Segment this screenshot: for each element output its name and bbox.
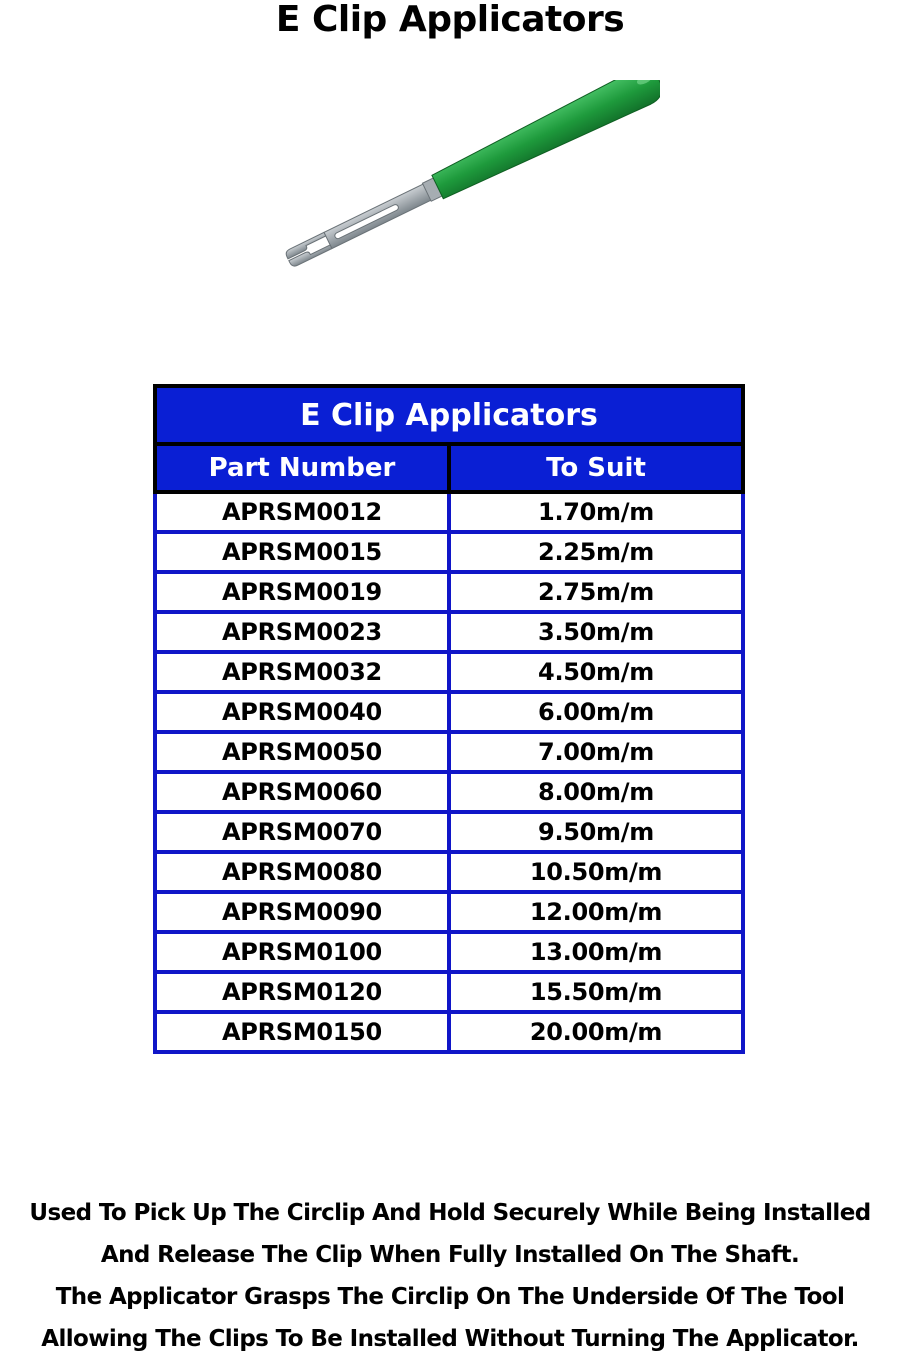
to-suit-cell: 7.00m/m	[449, 732, 743, 772]
parts-table	[153, 384, 745, 1054]
to-suit-cell: 13.00m/m	[449, 932, 743, 972]
to-suit-cell: 4.50m/m	[449, 652, 743, 692]
part-number-cell: APRSM0019	[155, 572, 449, 612]
table-row	[155, 532, 743, 572]
table-row	[155, 692, 743, 732]
table-row	[155, 1012, 743, 1052]
part-number-cell: APRSM0100	[155, 932, 449, 972]
to-suit-cell: 8.00m/m	[449, 772, 743, 812]
description-line: Allowing The Clips To Be Installed Without Turning The Applicator.	[41, 1326, 859, 1352]
product-description	[0, 1192, 900, 1360]
column-header-part-number: Part Number	[155, 444, 449, 492]
page-title: E Clip Applicators	[275, 0, 625, 40]
to-suit-cell: 12.00m/m	[449, 892, 743, 932]
to-suit-cell: 15.50m/m	[449, 972, 743, 1012]
to-suit-cell: 6.00m/m	[449, 692, 743, 732]
part-number-cell: APRSM0040	[155, 692, 449, 732]
table-row	[155, 572, 743, 612]
part-number-cell: APRSM0060	[155, 772, 449, 812]
part-number-cell: APRSM0023	[155, 612, 449, 652]
part-number-cell: APRSM0032	[155, 652, 449, 692]
part-number-cell: APRSM0090	[155, 892, 449, 932]
part-number-cell: APRSM0080	[155, 852, 449, 892]
table-row	[155, 812, 743, 852]
table-row	[155, 972, 743, 1012]
table-title: E Clip Applicators	[155, 386, 743, 444]
part-number-cell: APRSM0050	[155, 732, 449, 772]
to-suit-cell: 20.00m/m	[449, 1012, 743, 1052]
table-row	[155, 612, 743, 652]
to-suit-cell: 3.50m/m	[449, 612, 743, 652]
to-suit-cell: 10.50m/m	[449, 852, 743, 892]
parts-table-container	[153, 384, 745, 1054]
table-row	[155, 732, 743, 772]
description-line: The Applicator Grasps The Circlip On The Underside Of The Tool	[55, 1284, 845, 1310]
part-number-cell: APRSM0015	[155, 532, 449, 572]
to-suit-cell: 1.70m/m	[449, 492, 743, 532]
column-header-to-suit: To Suit	[449, 444, 743, 492]
to-suit-cell: 2.75m/m	[449, 572, 743, 612]
to-suit-cell: 2.25m/m	[449, 532, 743, 572]
description-line: And Release The Clip When Fully Installed On The Shaft.	[100, 1242, 800, 1268]
table-row	[155, 852, 743, 892]
part-number-cell: APRSM0120	[155, 972, 449, 1012]
e-clip-applicator-tool-icon	[270, 80, 660, 280]
table-row	[155, 932, 743, 972]
part-number-cell: APRSM0012	[155, 492, 449, 532]
to-suit-cell: 9.50m/m	[449, 812, 743, 852]
table-row	[155, 492, 743, 532]
table-row	[155, 772, 743, 812]
product-image	[270, 80, 660, 280]
part-number-cell: APRSM0070	[155, 812, 449, 852]
description-line: Used To Pick Up The Circlip And Hold Securely While Being Installed	[29, 1200, 871, 1226]
part-number-cell: APRSM0150	[155, 1012, 449, 1052]
table-row	[155, 892, 743, 932]
table-row	[155, 652, 743, 692]
